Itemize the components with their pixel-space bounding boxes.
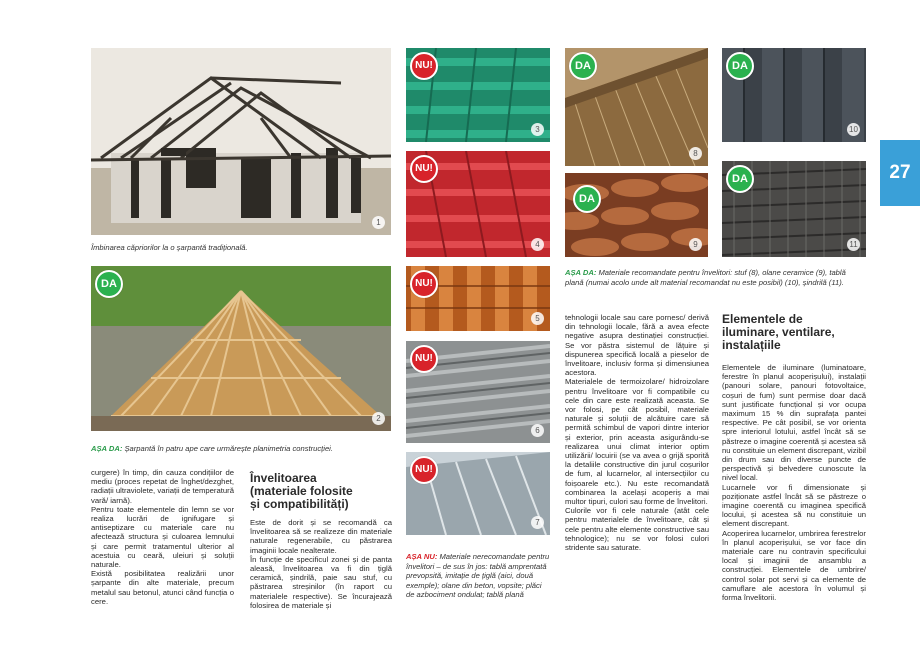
caption-text: Șarpantă în patru ape care urmărește planimetria construcției. [122, 444, 333, 453]
photo-good-reed [565, 48, 708, 166]
badge-nu: NU! [410, 270, 438, 298]
photo-number: 8 [689, 147, 702, 160]
photo-number: 11 [847, 238, 860, 251]
photo-good-ceramic-tiles [565, 173, 708, 257]
badge-nu: NU! [410, 155, 438, 183]
photo-good-shingles [722, 161, 866, 257]
photo-number: 7 [531, 516, 544, 529]
caption-good-materials [565, 268, 866, 287]
badge-da: DA [569, 52, 597, 80]
four-slope-frame-illustration [91, 266, 391, 431]
photo-number: 4 [531, 238, 544, 251]
photo-bad-concrete-tiles [406, 266, 550, 331]
caption-prefix: AȘA NU: [406, 552, 438, 561]
badge-nu: NU! [410, 456, 438, 484]
photo-number: 9 [689, 238, 702, 251]
heading-roof-covering: Învelitoarea (materiale folosite și compatibilități) [250, 471, 353, 511]
caption-text: Materiale nerecomandate pentru învelitori – de sus în jos: tablă amprentată prevopsită, imitație de țiglă (aici, două exemple); olane din beton, vopsite; plăci de azbociment ondulat; tablă plană [406, 552, 550, 599]
photo-number: 10 [847, 123, 860, 136]
photo-bad-asbestos-cement [406, 341, 550, 443]
photo-bad-red-metal [406, 151, 550, 257]
photo-traditional-frame [91, 48, 391, 235]
badge-da: DA [726, 165, 754, 193]
badge-da: DA [726, 52, 754, 80]
heading-lighting-ventilation: Elementele de iluminare, ventilare, instalațiile [722, 312, 835, 352]
photo-number: 2 [372, 412, 385, 425]
photo-bad-green-metal [406, 48, 550, 142]
photo-four-slope-frame [91, 266, 391, 431]
caption-four-slope-frame [91, 444, 391, 454]
caption-prefix: AȘA DA: [565, 268, 597, 277]
caption-text: Materiale recomandate pentru învelitori: stuf (8), olane ceramice (9), tablă plană (numai acolo unde alt material recomandat nu este posibil) (10), șindrilă (11). [565, 268, 846, 287]
text-col-3: tehnologii locale sau care pornesc/ derivă din tehnologii locale, fără a avea efecte negative asupra destinației construcției. Se vor păstra sistemul de lățuire și dispunerea specifică locală a pieselor de învelitoare, inclusiv forma și dimensiunea acestora. Materialele de termoizolare/ hidroizolare pentru învelitoare vor fi compatibile cu cele din care este realizată aceasta. Se vor folosi, pe cât posibil, materiale naturale și soluții de alcătuire care să permită schimbul de vapori dintre interior și exterior, prin aceasta asigurându-se realizarea unui climat interior optim utilizării/ locuirii (se va avea o grijă sporită la detaliile constructive din jurul coșurilor de fum, al lucarnelor, al intersecțiilor cu foișoarele etc.). Nu este recomandată combinarea la același acoperiș a mai multor tipuri, culori sau forme de învelitori. Culorile vor fi cele naturale (atât cele pentru materialele de învelitoare, cât și cele pentru alte elemente constructive sau tehnologice); nu se vor folosi culori stridente sau saturate. [565, 313, 710, 553]
photo-number: 5 [531, 312, 544, 325]
photo-number: 6 [531, 424, 544, 437]
text-col-2: Este de dorit și se recomandă ca învelitoarea să se realizeze din materiale naturale regenerabile, cu păstrarea imaginii locale nealterate. În funcție de specificul zonei și de panta aleasă, învelitoarea va fi din țiglă ceramică, șindrilă, paie sau stuf, cu păstrarea streșinilor (în raport cu materialele respective). Se încurajează folosirea de materiale și [250, 518, 392, 610]
badge-nu: NU! [410, 52, 438, 80]
text-col-1: curgere) în timp, din cauza condițiilor de mediu (proces repetat de înghet/dezghet, radiații ultraviolete, variații de temperatură vară/ iarnă). Pentru toate elementele din lemn se vor realiza lucrări de ignifugare și antiseptizare cu materiale care nu afectează structura și culoarea lemnului și care permit tratamentul ulterior al acestuia cu ceară, uleiuri și soluții naturale. Există posibilitatea realizării unor șarpante din alte materiale, precum metalul sau betonul, atunci când funcția o cere. [91, 468, 234, 606]
badge-da: DA [95, 270, 123, 298]
caption-prefix: AȘA DA: [91, 444, 123, 453]
photo-number: 1 [372, 216, 385, 229]
badge-nu: NU! [410, 345, 438, 373]
caption-traditional-frame: Îmbinarea căpriorilor la o șarpantă tradițională. [91, 243, 248, 252]
photo-bad-flat-metal [406, 452, 550, 535]
caption-bad-materials [406, 552, 550, 600]
traditional-frame-illustration [91, 48, 391, 235]
photo-good-flat-sheet [722, 48, 866, 142]
badge-da: DA [573, 185, 601, 213]
page-number-tab: 27 [880, 140, 920, 206]
photo-number: 3 [531, 123, 544, 136]
text-col-4: Elementele de iluminare (luminatoare, ferestre în planul acoperișului), instalații (panouri solare, panouri fotovoltaice, coșuri de fum) sunt permise doar dacă sunt justificate funcțional și vor ocupa maximum 15 % din suprafața pantei respective. Pe cât posibil, se vor orienta spre interiorul lotului, astfel încât să se păstreze o imagine coerentă și acestea să nu constituie un element discrepant, vizibil din drum sau din diverse puncte de perspectivă și belvedere cunoscute la nivel local. Lucarnele vor fi dimensionate și poziționate astfel încât să se păstreze o imagine coerentă cu imaginea specifică locului, și acestea să nu constituie un element discrepant. Acoperirea lucarnelor, umbrirea ferestrelor în planul acoperișului, se vor face din materiale care nu contravin specificului local și imaginii de ansamblu a construcției. Elementele de umbrire/ control solar pot servi și ca elemente de camuflare ale acestora în volumul și forma învelitorii. [722, 363, 867, 603]
